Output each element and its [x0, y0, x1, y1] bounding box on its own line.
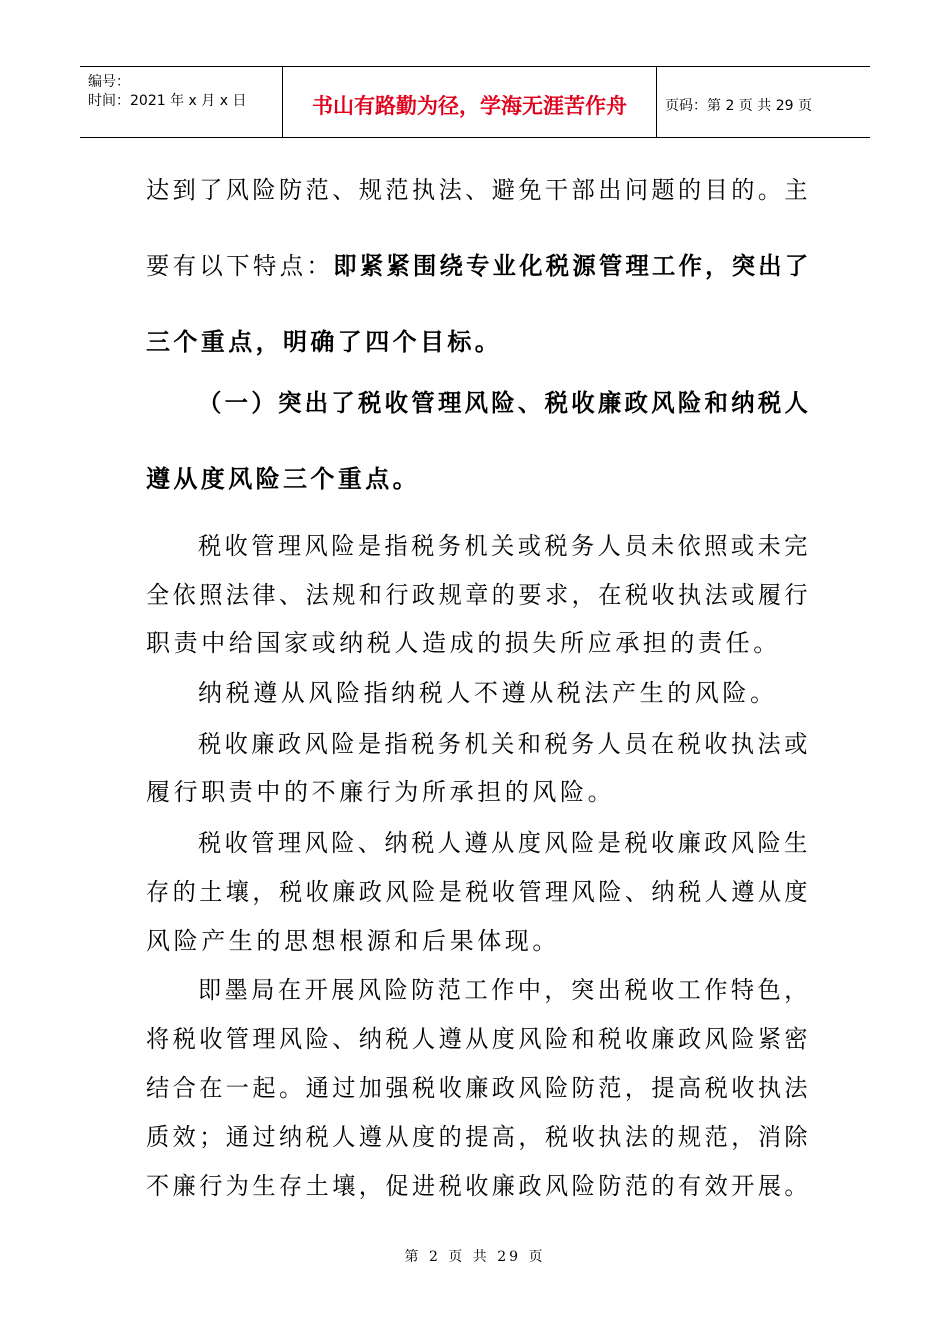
paragraph-line: 即墨局在开展风险防范工作中，突出税收工作特色， [198, 976, 811, 1004]
paragraph-line: 质效；通过纳税人遵从度的提高，税收执法的规范，消除 [146, 1123, 812, 1151]
paragraph-line: 将税收管理风险、纳税人遵从度风险和税收廉政风险紧密 [146, 1025, 812, 1053]
text-line: 达到了风险防范、规范执法、避免干部出问题的目的。主 [146, 176, 812, 204]
section-heading: （一）突出了税收管理风险、税收廉政风险和纳税人 [198, 389, 812, 417]
paragraph-line: 风险产生的思想根源和后果体现。 [146, 927, 560, 955]
paragraph-line: 税收管理风险、纳税人遵从度风险是税收廉政风险生 [198, 829, 811, 857]
paragraph-line: 存的土壤，税收廉政风险是税收管理风险、纳税人遵从度 [146, 878, 812, 906]
paragraph-line: 不廉行为生存土壤，促进税收廉政风险防范的有效开展。 [146, 1172, 812, 1200]
paragraph-line: 职责中给国家或纳税人造成的损失所应承担的责任。 [146, 629, 781, 657]
text-line-bold: 三个重点，明确了四个目标。 [146, 328, 503, 356]
paragraph-line: 税收廉政风险是指税务机关和税务人员在税收执法或 [198, 730, 811, 758]
bold-span: 即紧紧围绕专业化税源管理工作，突出了 [333, 252, 812, 280]
paragraph-line: 履行职责中的不廉行为所承担的风险。 [146, 778, 616, 806]
page-header [80, 66, 870, 138]
paragraph-line: 全依照法律、法规和行政规章的要求，在税收执法或履行 [146, 581, 812, 609]
header-meta [80, 67, 283, 137]
page-footer: 第 2 页 共 29 页 [404, 1249, 546, 1265]
date-label: 时间：2021 年 x 月 x 日 [88, 93, 247, 109]
paragraph-line: 税收管理风险是指税务机关或税务人员未依照或未完 [198, 532, 811, 560]
section-heading-cont: 遵从度风险三个重点。 [146, 465, 420, 493]
text-line [146, 246, 811, 281]
header-page-info: 页码：第 2 页 共 29 页 [665, 98, 812, 114]
paragraph-line: 纳税遵从风险指纳税人不遵从税法产生的风险。 [198, 679, 778, 707]
paragraph-line: 结合在一起。通过加强税收廉政风险防范，提高税收执法 [146, 1074, 812, 1102]
text-span: 要有以下特点： [146, 252, 334, 280]
header-motto: 书山有路勤为径，学海无涯苦作舟 [283, 67, 657, 137]
code-label: 编号： [88, 74, 130, 90]
